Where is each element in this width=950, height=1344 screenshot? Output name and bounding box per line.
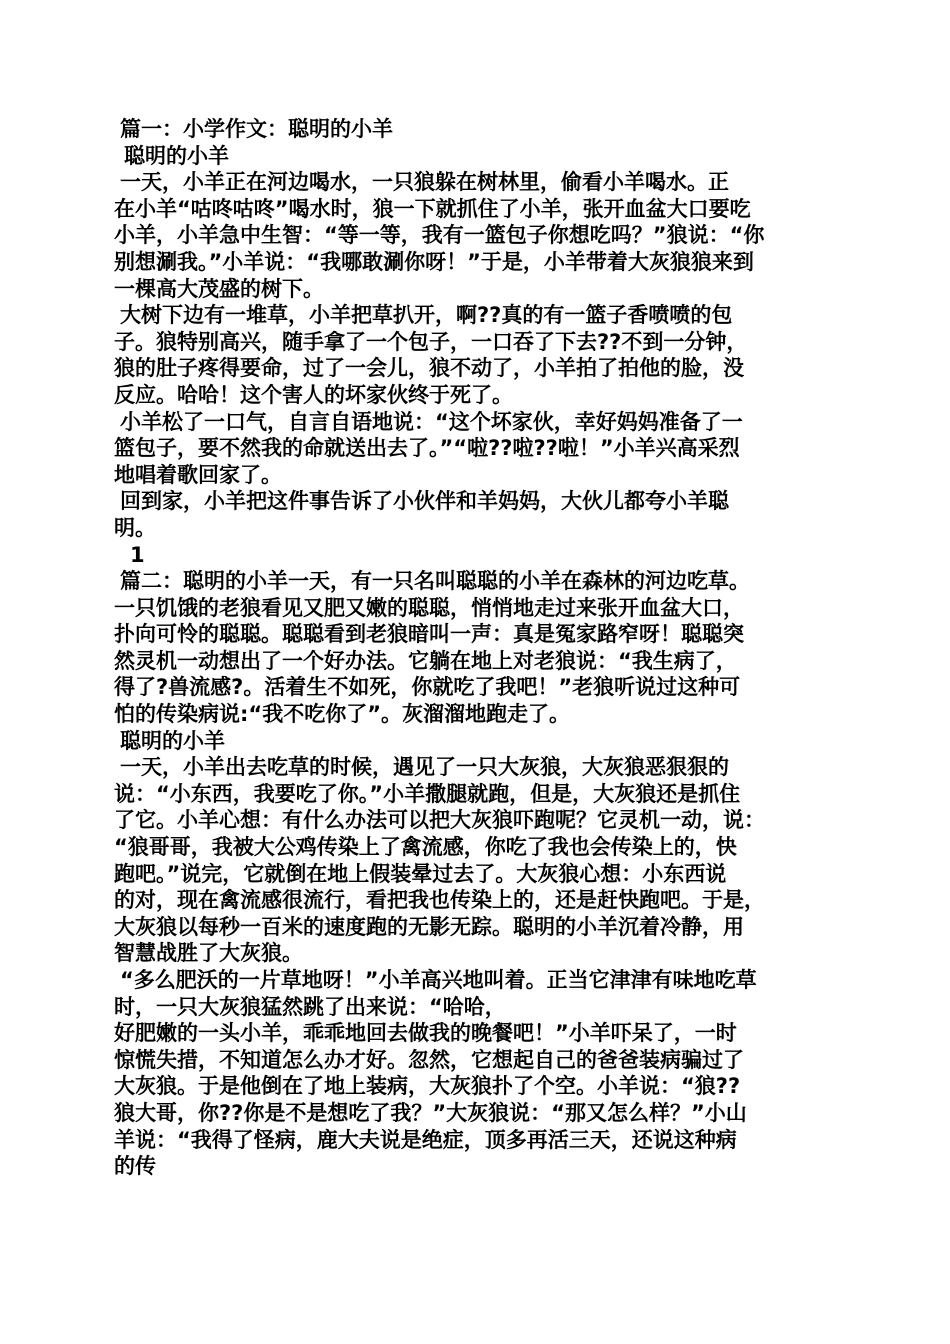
page-number: 1 bbox=[130, 542, 145, 567]
text-line: 一棵高大茂盛的树下。 bbox=[114, 276, 324, 301]
text-line: 在小羊“咕咚咕咚”喝水时，狼一下就抓住了小羊，张开血盆大口要吃 bbox=[114, 196, 751, 221]
subheading: 聪明的小羊 bbox=[124, 143, 229, 168]
text-line: 小羊松了一口气，自言自语地说：“这个坏家伙，幸好妈妈准备了一 bbox=[120, 409, 743, 434]
text-line: 羊说：“我得了怪病，鹿大夫说是绝症，顶多再活三天，还说这种病 bbox=[114, 1127, 737, 1152]
document-page bbox=[114, 116, 850, 1180]
text-line: 大灰狼以每秒一百米的速度跑的无影无踪。聪明的小羊沉着冷静，用 bbox=[114, 914, 744, 939]
text-line: 回到家，小羊把这件事告诉了小伙伴和羊妈妈，大伙儿都夸小羊聪 bbox=[120, 489, 729, 514]
text-line: “狼哥哥，我被大公鸡传染上了禽流感，你吃了我也会传染上的，快 bbox=[114, 835, 737, 860]
text-line: 大灰狼。于是他倒在了地上装病，大灰狼扑了个空。小羊说：“狼?? bbox=[114, 1074, 741, 1099]
text-line: 反应。哈哈！这个害人的坏家伙终于死了。 bbox=[114, 382, 513, 407]
text-line: 狼的肚子疼得要命，过了一会儿，狼不动了，小羊拍了拍他的脸，没 bbox=[114, 356, 744, 381]
text-line: 扑向可怜的聪聪。聪聪看到老狼暗叫一声：真是冤家路窄呀！聪聪突 bbox=[114, 622, 744, 647]
text-line: 明。 bbox=[114, 515, 156, 540]
text-line: 的对，现在禽流感很流行，看把我也传染上的，还是赶快跑吧。于是， bbox=[114, 888, 765, 913]
text-line: 小羊，小羊急中生智：“等一等，我有一篮包子你想吃吗？”狼说：“你 bbox=[114, 223, 765, 248]
text-line: 智慧战胜了大灰狼。 bbox=[114, 941, 303, 966]
text-line: 跑吧。”说完，它就倒在地上假装晕过去了。大灰狼心想：小东西说 bbox=[114, 861, 727, 886]
text-line: 了它。小羊心想：有什么办法可以把大灰狼吓跑呢？它灵机一动，说： bbox=[114, 808, 765, 833]
text-line: 一只饥饿的老狼看见又肥又嫩的聪聪，悄悄地走过来张开血盆大口， bbox=[114, 595, 744, 620]
text-line: 的传 bbox=[114, 1154, 156, 1179]
text-line: 地唱着歌回家了。 bbox=[114, 462, 282, 487]
text-line: 狼大哥，你??你是不是想吃了我？”大灰狼说：“那又怎么样？”小山 bbox=[114, 1100, 747, 1125]
heading-part-one: 篇一：小学作文：聪明的小羊 bbox=[120, 117, 393, 141]
text-line: 大树下边有一堆草，小羊把草扒开，啊??真的有一篮子香喷喷的包 bbox=[120, 303, 733, 328]
text-line: 一天，小羊出去吃草的时候，遇见了一只大灰狼，大灰狼恶狠狠的 bbox=[120, 755, 729, 780]
subheading: 聪明的小羊 bbox=[120, 728, 225, 753]
text-line: 篮包子，要不然我的命就送出去了。”“啦??啦??啦！”小羊兴高采烈 bbox=[114, 436, 740, 461]
text-line: 一天，小羊正在河边喝水，一只狼躲在树林里，偷看小羊喝水。正 bbox=[120, 170, 729, 195]
heading-part-two: 篇二：聪明的小羊一天，有一只名叫聪聪的小羊在森林的河边吃草。 bbox=[120, 569, 750, 594]
text-line: 怕的传染病说:“我不吃你了”。灰溜溜地跑走了。 bbox=[114, 702, 570, 727]
text-line: 然灵机一动想出了一个好办法。它躺在地上对老狼说：“我生病了， bbox=[114, 648, 737, 673]
text-line: 时，一只大灰狼猛然跳了出来说：“哈哈， bbox=[114, 994, 506, 1019]
text-line: “多么肥沃的一片草地呀！”小羊高兴地叫着。正当它津津有味地吃草 bbox=[120, 968, 757, 992]
text-line: 得了?兽流感?。活着生不如死，你就吃了我吧！”老狼听说过这种可 bbox=[114, 675, 741, 700]
text-line: 好肥嫩的一头小羊，乖乖地回去做我的晚餐吧！”小羊吓呆了，一时 bbox=[114, 1021, 737, 1046]
text-line: 别想涮我。”小羊说：“我哪敢涮你呀！”于是，小羊带着大灰狼狼来到 bbox=[114, 249, 754, 274]
text-line: 说：“小东西，我要吃了你。”小羊撒腿就跑，但是，大灰狼还是抓住 bbox=[114, 781, 741, 806]
text-line: 子。狼特别高兴，随手拿了一个包子，一口吞了下去??不到一分钟， bbox=[114, 329, 748, 354]
text-line: 惊慌失措，不知道怎么办才好。忽然，它想起自己的爸爸装病骗过了 bbox=[114, 1047, 744, 1072]
